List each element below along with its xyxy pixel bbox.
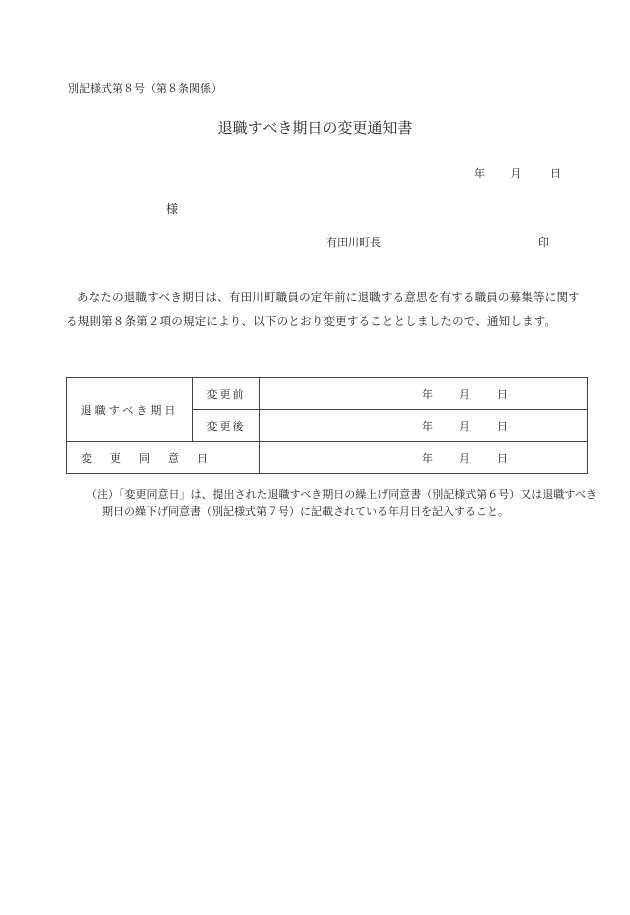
table-row: [67, 378, 588, 410]
year-label: 年: [422, 419, 433, 433]
addressee-honorific: 様: [166, 202, 179, 216]
consent-date-label: 変更同意日: [67, 442, 260, 474]
date-year-label: 年: [474, 167, 485, 180]
before-change-label: 変更前: [193, 378, 260, 410]
retirement-date-table: [66, 377, 588, 474]
consent-date: [260, 442, 588, 474]
date-day-label: 日: [550, 167, 561, 180]
issuer-name: 有田川町長: [326, 236, 381, 249]
day-label: 日: [497, 387, 508, 401]
footnote: （注）「変更同意日」は、提出された退職すべき期日の繰上げ同意書（別記様式第６号）又は退職すべき期日の繰下げ同意書（別記様式第７号）に記載されている年月日を記入すること。: [86, 488, 598, 518]
issue-date-line: [474, 165, 561, 181]
document-title: 退職すべき期日の変更通知書: [217, 119, 413, 137]
notice-body-text: あなたの退職すべき期日は、有田川町職員の定年前に退職する意思を有する職員の募集等に関する規則第８条第２項の規定により、以下のとおり変更することとしましたので、通知します。: [66, 290, 580, 328]
after-change-label: 変更後: [193, 410, 260, 442]
year-label: 年: [422, 451, 433, 465]
retirement-date-header: 退職すべき期日: [67, 378, 193, 442]
month-label: 月: [459, 387, 470, 401]
form-number-label: 別記様式第８号（第８条関係）: [68, 82, 222, 95]
day-label: 日: [497, 451, 508, 465]
table-row: [67, 442, 588, 474]
seal-mark: 印: [538, 236, 549, 249]
before-change-date: [260, 378, 588, 410]
after-change-date: [260, 410, 588, 442]
month-label: 月: [459, 419, 470, 433]
year-label: 年: [422, 387, 433, 401]
month-label: 月: [459, 451, 470, 465]
day-label: 日: [497, 419, 508, 433]
date-month-label: 月: [510, 167, 522, 180]
